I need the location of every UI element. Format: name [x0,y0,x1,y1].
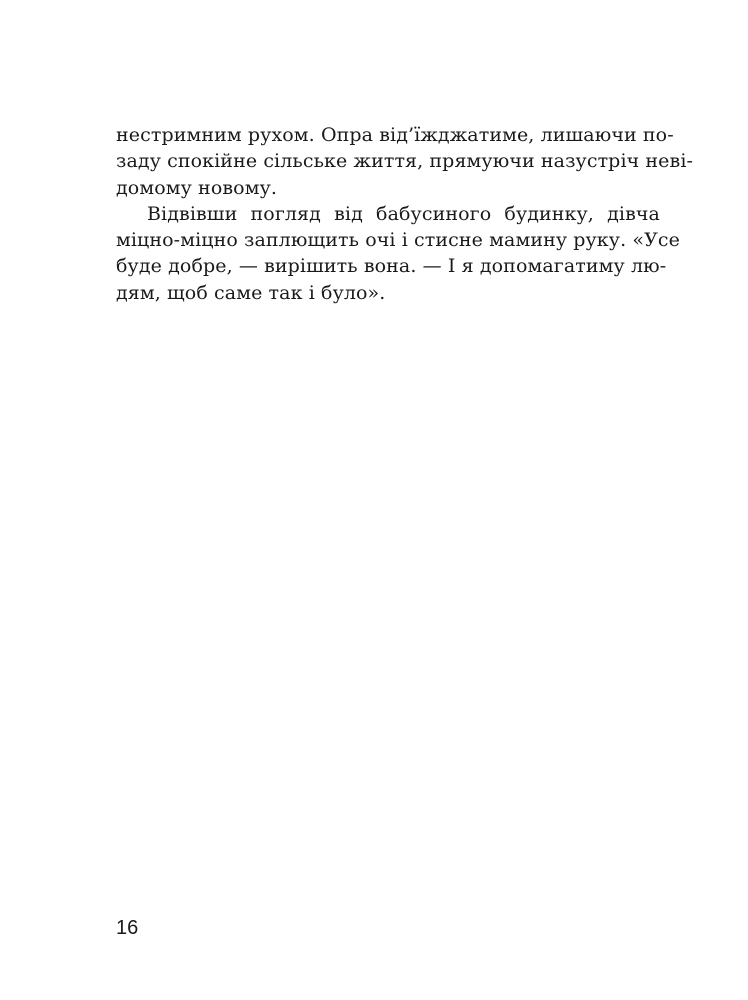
text-line: Відвівши погляд від бабусиного будинку, дівча [147,202,660,225]
body-text [116,122,694,306]
text-line: нестримним рухом. Опра від’їжджатиме, лишаючи по- [116,124,674,146]
text-line: заду спокійне сільське життя, прямуючи назустріч неві- [116,150,694,173]
text-line: міцно-міцно заплющить очі і стисне мамину руку. «Усе [116,229,680,252]
text-line: домому новому. [116,176,277,199]
text-line: дям, щоб саме так і було». [116,281,386,304]
text-line: буде добре, — вирішить вона. — І я допомагатиму лю- [116,255,667,278]
page-number: 16 [116,917,139,939]
